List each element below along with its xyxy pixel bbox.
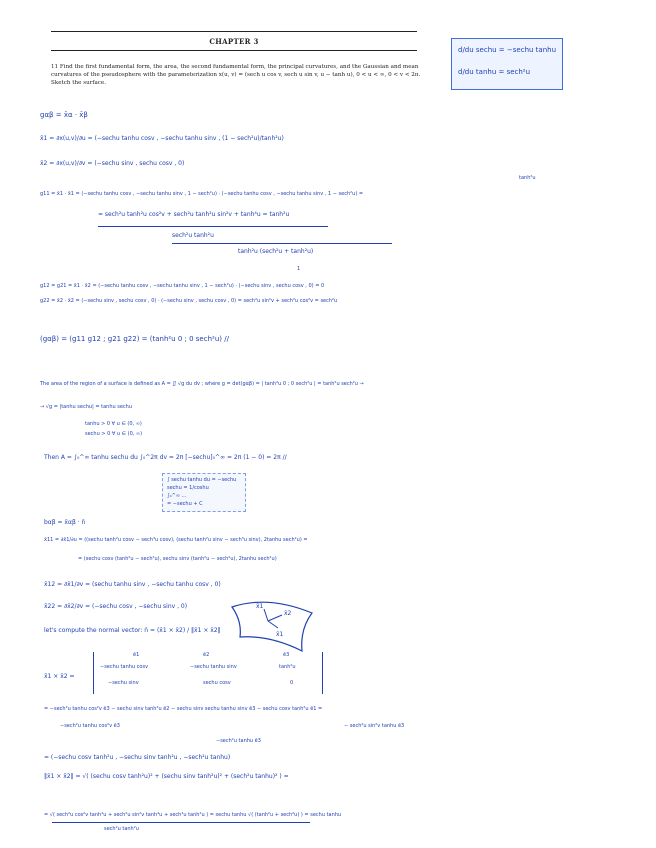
g11-line: g11 = x̄1 · x̄1 = (−sechu tanhu cosv , −sechu tanhu sinv , 1 − sech²u) · (−sechu tanhu cosv , −sechu tanhu sinv , 1 − sech²u) = (40, 191, 364, 197)
g22-line: g22 = x̄2 · x̄2 = (−sechu sinv , sechu cosv , 0) · (−sechu sinv , sechu cosv , 0) = sech²u sin²v + sech²u cos²v = sech²u (40, 298, 338, 304)
cross-term1: −sech²u tanhu cos²v ē3 (60, 723, 120, 729)
sketch-label-x2: x̄2 (284, 610, 292, 617)
note-line-1: d/du sechu = −sechu tanhu (458, 46, 557, 54)
x1-line: x̄1 = ∂x(u,v)/∂u = (−sechu tanhu cosv , −sechu tanhu sinv , (1 − sech²u)/tanh²u) (40, 135, 284, 142)
norm-line: ‖x̄1 × x̄2‖ = √( (sechu cosv tanh²u)² + (sechu sinv tanh²u)² + (sech²u tanhu)² ) = (44, 773, 289, 780)
area-def: The area of the region of a surface is defined as A = ∬ √g du dv ; where g = det(gαβ) = | tanh²u 0 ; 0 sech²u | = tanh²u sech²u → (40, 381, 364, 387)
det-a21: −sechu sinv (108, 680, 139, 686)
x11-line: x̄11 = ∂x̄1/∂u = ((sechu tanh²u cosv − sech³u cosv), (sechu tanh²u sinv − sech³u sinv), 2tanhu sech²u) = (44, 537, 308, 543)
integral-inset (162, 473, 246, 512)
cross-expand: = −sech²u tanhu cos²v ē3 − sechu sinv tanh²u ē2 − sechu sinv sechu tanhu sinv ē3 − sechu cosv tanh²u ē1 = (44, 706, 323, 712)
sketch-label-x1b: x̄1 (276, 631, 284, 638)
b-def: bαβ = x̄αβ · n̄ (44, 519, 86, 526)
sketch-label-x1: x̄1 (256, 603, 264, 610)
norm-result: = √( sech²u cos²v tanh⁴u + sech²u sin²v tanh⁴u + sech⁴u tanh²u ) = sechu tanhu √( (tanh²u + sech²u) ) = sechu tanhu (44, 812, 342, 818)
cross-term2: − sech²u sin²v tanhu ē3 (344, 723, 405, 729)
inset-l1: ∫ sechu tanhu du = −sechu (167, 477, 237, 483)
g12-line: g12 = g21 = x̄1 · x̄2 = (−sechu tanhu cosv , −sechu tanhu sinv , 1 − sech²u) · (−sechu sinv , sechu cosv , 0) = 0 (40, 283, 325, 289)
annot-one: 1 (297, 266, 301, 272)
strike-line (98, 226, 328, 227)
x2-line: x̄2 = ∂x(u,v)/∂v = (−sechu sinv , sechu cosv , 0) (40, 160, 185, 167)
inset-l3: ∫₀^∞ ... (167, 493, 187, 499)
area-result: Then A = ∫₀^∞ tanhu sechu du ∫₀^2π dv = 2π [−sechu]₀^∞ = 2π (1 − 0) = 2π // (44, 454, 287, 461)
det-e1: ē1 (133, 652, 140, 658)
surface-sketch (228, 595, 320, 655)
cross-result: = (−sechu cosv tanh²u , −sechu sinv tanh²u , −sech²u tanhu) (44, 754, 231, 761)
x22-line: x̄22 = ∂x̄2/∂v = (−sechu cosv , −sechu sinv , 0) (44, 603, 188, 610)
annot-tanh2: tanh²u (519, 175, 536, 181)
norm-underline (52, 822, 310, 823)
g11-part: sech²u tanh²u (172, 232, 214, 239)
metric-def: gαβ = x̄α · x̄β (40, 111, 88, 119)
sech-positive: sechu > 0 ∀ u ∈ (0, ∞) (85, 431, 143, 437)
x12-line: x̄12 = ∂x̄1/∂v = (sechu tanhu sinv , −sechu tanhu cosv , 0) (44, 581, 221, 588)
det-left-bar (93, 652, 94, 694)
inset-l4: = −sechu + C (167, 501, 203, 507)
sqrt-g: → √g = |tanhu sechu| = tanhu sechu (40, 404, 133, 410)
chapter-title: CHAPTER 3 (209, 37, 259, 46)
underline (172, 243, 392, 244)
inset-l2: sechu = 1/coshu (167, 485, 209, 491)
g11-factor: tanh²u (sech²u + tanh²u) (238, 248, 314, 255)
normal-def: let's compute the normal vector: n̄ = (x̄1 × x̄2) / ‖x̄1 × x̄2‖ (44, 627, 221, 634)
problem-statement: 11 Find the first fundamental form, the area, the second fundamental form, the principal curvatures, and the Gaussian and mean curvatures of the pseudosphere with the parameterization x(u, v) = (sech u cos v, sech u sin v, u − tanh u), 0 < u < ∞, 0 < v < 2π. Sketch the surface. (51, 64, 421, 86)
metric-matrix: (gαβ) = (g11 g12 ; g21 g22) = (tanh²u 0 ; 0 sech²u) // (40, 335, 229, 343)
det-a12: −sechu tanhu sinv (190, 664, 237, 670)
det-right-bar (322, 652, 323, 694)
x11-line2: = (sechu cosv (tanh²u − sech²u), sechu sinv (tanh²u − sech²u), 2tanhu sech²u) (78, 556, 277, 562)
det-a11: −sechu tanhu cosv (100, 664, 149, 670)
norm-denominator: sech²u tanh²u (104, 826, 139, 832)
derivative-note-box (451, 38, 563, 90)
g11-expand: = sech²u tanh²u cos²v + sech²u tanh²u sin²v + tanh⁴u = tanh²u (98, 211, 290, 218)
tanh-positive: tanhu > 0 ∀ u ∈ (0, ∞) (85, 421, 142, 427)
cross-lhs: x̄1 × x̄2 = (44, 673, 75, 680)
header-rule (51, 50, 417, 51)
note-line-2: d/du tanhu = sech²u (458, 68, 531, 76)
top-rule (51, 31, 417, 32)
cross-term3: −sech²u tanhu ē3 (216, 738, 261, 744)
det-e2: ē2 (203, 652, 210, 658)
det-e3: ē3 (283, 652, 290, 658)
det-a22: sechu cosv (203, 680, 231, 686)
det-a13: tanh²u (279, 664, 296, 670)
det-a23: 0 (290, 680, 294, 686)
